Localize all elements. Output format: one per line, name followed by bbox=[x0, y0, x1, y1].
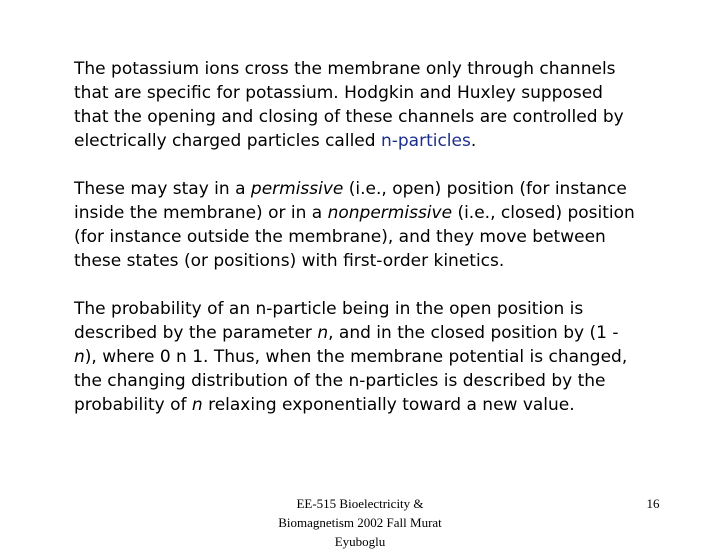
text-line: that the opening and closing of these channels are controlled by bbox=[74, 107, 624, 127]
footer-line: Biomagnetism 2002 Fall Murat bbox=[278, 515, 442, 530]
slide-footer bbox=[250, 494, 470, 549]
footer-line: Eyuboglu bbox=[334, 534, 386, 549]
text-line: the changing distribution of the n-particles is described by the bbox=[74, 371, 606, 391]
parameter-n: n bbox=[74, 347, 85, 367]
text-line bbox=[74, 345, 684, 369]
text-line bbox=[74, 177, 684, 201]
text-line bbox=[74, 321, 684, 345]
text-line: The probability of an n-particle being in the open position is bbox=[74, 299, 584, 319]
text-line bbox=[74, 129, 684, 153]
text-segment: probability of bbox=[74, 395, 192, 415]
text-line: these states (or positions) with first-order kinetics. bbox=[74, 251, 505, 271]
text-line: (for instance outside the membrane), and they move between bbox=[74, 227, 606, 247]
text-segment: . bbox=[470, 131, 477, 151]
text-segment: inside the membrane) or in a bbox=[74, 203, 328, 223]
text-segment: electrically charged particles called bbox=[74, 131, 381, 151]
permissive-term: permissive bbox=[250, 179, 344, 199]
text-line: The potassium ions cross the membrane only through channels bbox=[74, 59, 616, 79]
nonpermissive-term: nonpermissive bbox=[327, 203, 453, 223]
footer-line: EE-515 Bioelectricity & bbox=[296, 496, 424, 511]
parameter-n: n bbox=[317, 323, 329, 343]
n-particles-term: n-particles bbox=[380, 131, 471, 151]
text-segment: described by the parameter bbox=[74, 323, 318, 343]
paragraph-potassium-channels bbox=[74, 57, 684, 153]
text-segment: , and in the closed position by (1 - bbox=[328, 323, 619, 343]
text-line bbox=[74, 393, 684, 417]
text-segment: (i.e., open) position (for instance bbox=[343, 179, 627, 199]
text-line: that are specific for potassium. Hodgkin and Huxley supposed bbox=[74, 83, 603, 103]
parameter-n: n bbox=[191, 395, 203, 415]
text-segment: These may stay in a bbox=[74, 179, 251, 199]
text-segment: relaxing exponentially toward a new value. bbox=[202, 395, 575, 415]
text-segment: (i.e., closed) position bbox=[452, 203, 635, 223]
paragraph-probability bbox=[74, 297, 684, 417]
paragraph-permissive-states bbox=[74, 177, 684, 273]
page-number: 16 bbox=[646, 496, 660, 511]
text-line bbox=[74, 201, 684, 225]
text-segment: ), where 0 n 1. Thus, when the membrane potential is changed, bbox=[84, 347, 628, 367]
